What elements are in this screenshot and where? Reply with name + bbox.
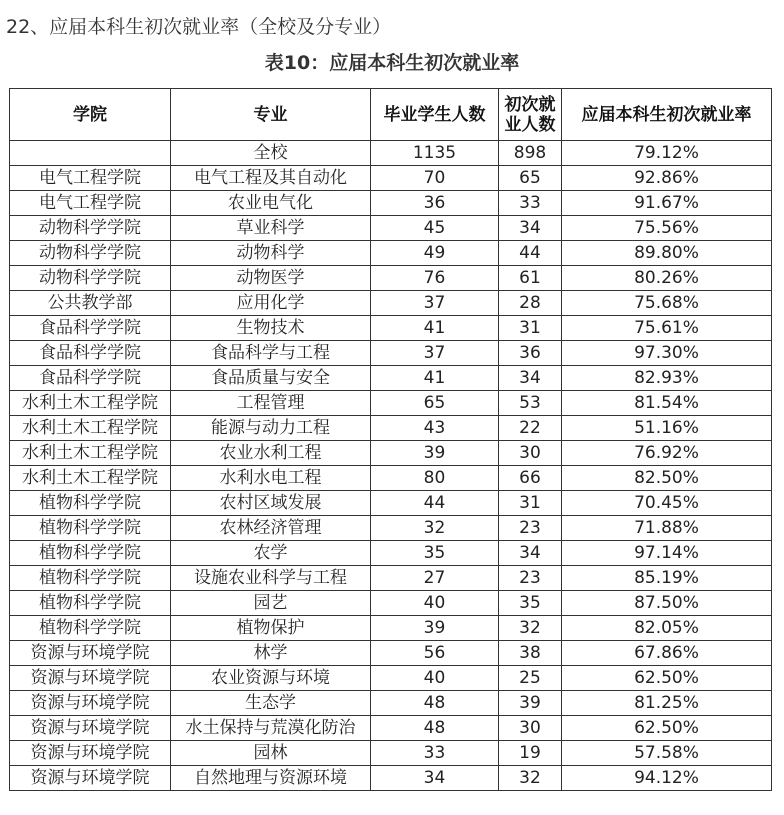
cell-employed: 22 (499, 416, 562, 441)
cell-major: 园林 (171, 741, 371, 766)
employment-rate-table (9, 88, 772, 791)
cell-college: 食品科学学院 (10, 316, 171, 341)
cell-rate: 97.30% (562, 341, 772, 366)
cell-major: 食品科学与工程 (171, 341, 371, 366)
cell-college: 动物科学学院 (10, 241, 171, 266)
cell-graduates: 45 (371, 216, 499, 241)
header-major: 专业 (171, 89, 371, 141)
cell-employed: 61 (499, 266, 562, 291)
cell-major: 草业科学 (171, 216, 371, 241)
cell-employed: 19 (499, 741, 562, 766)
cell-rate: 85.19% (562, 566, 772, 591)
cell-employed: 30 (499, 441, 562, 466)
header-graduates: 毕业学生人数 (371, 89, 499, 141)
table-row (10, 691, 772, 716)
table-row (10, 391, 772, 416)
table-row (10, 291, 772, 316)
cell-major: 水利水电工程 (171, 466, 371, 491)
cell-rate: 97.14% (562, 541, 772, 566)
cell-college: 食品科学学院 (10, 341, 171, 366)
table-row (10, 741, 772, 766)
cell-employed: 32 (499, 766, 562, 791)
cell-college: 水利土木工程学院 (10, 391, 171, 416)
cell-college: 动物科学学院 (10, 266, 171, 291)
cell-major: 全校 (171, 141, 371, 166)
cell-major: 农林经济管理 (171, 516, 371, 541)
cell-graduates: 40 (371, 666, 499, 691)
cell-major: 农学 (171, 541, 371, 566)
table-row (10, 716, 772, 741)
cell-college: 植物科学学院 (10, 566, 171, 591)
cell-employed: 23 (499, 516, 562, 541)
cell-employed: 898 (499, 141, 562, 166)
cell-employed: 53 (499, 391, 562, 416)
cell-rate: 57.58% (562, 741, 772, 766)
cell-graduates: 44 (371, 491, 499, 516)
cell-employed: 30 (499, 716, 562, 741)
cell-rate: 81.25% (562, 691, 772, 716)
cell-college: 水利土木工程学院 (10, 416, 171, 441)
cell-rate: 82.50% (562, 466, 772, 491)
cell-graduates: 36 (371, 191, 499, 216)
cell-college: 资源与环境学院 (10, 666, 171, 691)
header-rate: 应届本科生初次就业率 (562, 89, 772, 141)
cell-major: 农业电气化 (171, 191, 371, 216)
cell-graduates: 33 (371, 741, 499, 766)
table-row (10, 516, 772, 541)
cell-major: 能源与动力工程 (171, 416, 371, 441)
cell-major: 农业资源与环境 (171, 666, 371, 691)
cell-graduates: 41 (371, 316, 499, 341)
cell-major: 电气工程及其自动化 (171, 166, 371, 191)
cell-college: 电气工程学院 (10, 191, 171, 216)
cell-graduates: 27 (371, 566, 499, 591)
cell-graduates: 40 (371, 591, 499, 616)
cell-rate: 79.12% (562, 141, 772, 166)
cell-major: 林学 (171, 641, 371, 666)
cell-college: 电气工程学院 (10, 166, 171, 191)
table-row (10, 366, 772, 391)
cell-employed: 35 (499, 591, 562, 616)
cell-rate: 89.80% (562, 241, 772, 266)
cell-college: 植物科学学院 (10, 616, 171, 641)
cell-rate: 82.93% (562, 366, 772, 391)
cell-college: 植物科学学院 (10, 541, 171, 566)
table-row (10, 316, 772, 341)
table-row (10, 166, 772, 191)
cell-graduates: 41 (371, 366, 499, 391)
cell-college: 水利土木工程学院 (10, 441, 171, 466)
cell-college: 资源与环境学院 (10, 766, 171, 791)
cell-employed: 65 (499, 166, 562, 191)
cell-rate: 94.12% (562, 766, 772, 791)
table-row (10, 466, 772, 491)
cell-major: 水土保持与荒漠化防治 (171, 716, 371, 741)
cell-college: 水利土木工程学院 (10, 466, 171, 491)
cell-graduates: 34 (371, 766, 499, 791)
cell-major: 工程管理 (171, 391, 371, 416)
cell-major: 植物保护 (171, 616, 371, 641)
cell-major: 食品质量与安全 (171, 366, 371, 391)
table-row (10, 566, 772, 591)
cell-employed: 44 (499, 241, 562, 266)
table-row (10, 491, 772, 516)
cell-major: 农业水利工程 (171, 441, 371, 466)
table-row (10, 266, 772, 291)
cell-employed: 25 (499, 666, 562, 691)
cell-graduates: 48 (371, 716, 499, 741)
cell-rate: 75.68% (562, 291, 772, 316)
cell-major: 动物科学 (171, 241, 371, 266)
cell-major: 园艺 (171, 591, 371, 616)
header-employed (499, 89, 562, 141)
cell-graduates: 1135 (371, 141, 499, 166)
table-row (10, 191, 772, 216)
cell-college: 资源与环境学院 (10, 641, 171, 666)
cell-college: 动物科学学院 (10, 216, 171, 241)
cell-rate: 91.67% (562, 191, 772, 216)
table-row (10, 341, 772, 366)
cell-graduates: 35 (371, 541, 499, 566)
cell-rate: 80.26% (562, 266, 772, 291)
cell-graduates: 37 (371, 291, 499, 316)
cell-major: 设施农业科学与工程 (171, 566, 371, 591)
cell-employed: 36 (499, 341, 562, 366)
cell-rate: 70.45% (562, 491, 772, 516)
cell-college: 植物科学学院 (10, 591, 171, 616)
cell-major: 自然地理与资源环境 (171, 766, 371, 791)
cell-employed: 38 (499, 641, 562, 666)
cell-employed: 32 (499, 616, 562, 641)
cell-employed: 66 (499, 466, 562, 491)
cell-major: 生物技术 (171, 316, 371, 341)
cell-rate: 71.88% (562, 516, 772, 541)
cell-rate: 67.86% (562, 641, 772, 666)
cell-graduates: 49 (371, 241, 499, 266)
table-row (10, 441, 772, 466)
cell-major: 农村区域发展 (171, 491, 371, 516)
cell-major: 动物医学 (171, 266, 371, 291)
cell-college: 资源与环境学院 (10, 691, 171, 716)
cell-college: 植物科学学院 (10, 491, 171, 516)
cell-rate: 92.86% (562, 166, 772, 191)
table-body (10, 141, 772, 791)
cell-employed: 28 (499, 291, 562, 316)
table-caption: 表10：应届本科生初次就业率 (264, 52, 520, 74)
cell-graduates: 37 (371, 341, 499, 366)
cell-college: 公共教学部 (10, 291, 171, 316)
cell-graduates: 32 (371, 516, 499, 541)
cell-employed: 34 (499, 366, 562, 391)
cell-employed: 34 (499, 216, 562, 241)
table-row (10, 666, 772, 691)
table-row (10, 416, 772, 441)
cell-employed: 39 (499, 691, 562, 716)
cell-major: 应用化学 (171, 291, 371, 316)
cell-graduates: 80 (371, 466, 499, 491)
table-row (10, 766, 772, 791)
table-row (10, 241, 772, 266)
cell-graduates: 70 (371, 166, 499, 191)
cell-major: 生态学 (171, 691, 371, 716)
cell-graduates: 56 (371, 641, 499, 666)
cell-employed: 33 (499, 191, 562, 216)
cell-graduates: 65 (371, 391, 499, 416)
header-employed-line2: 业人数 (504, 114, 556, 135)
table-row (10, 591, 772, 616)
table-row (10, 541, 772, 566)
cell-graduates: 39 (371, 616, 499, 641)
cell-graduates: 48 (371, 691, 499, 716)
cell-employed: 31 (499, 491, 562, 516)
cell-graduates: 39 (371, 441, 499, 466)
table-row (10, 141, 772, 166)
cell-rate: 62.50% (562, 666, 772, 691)
cell-college: 资源与环境学院 (10, 716, 171, 741)
cell-rate: 75.56% (562, 216, 772, 241)
cell-rate: 75.61% (562, 316, 772, 341)
table-row (10, 641, 772, 666)
cell-college: 食品科学学院 (10, 366, 171, 391)
cell-employed: 31 (499, 316, 562, 341)
table-row (10, 616, 772, 641)
cell-rate: 76.92% (562, 441, 772, 466)
table-row (10, 216, 772, 241)
cell-college: 植物科学学院 (10, 516, 171, 541)
cell-graduates: 43 (371, 416, 499, 441)
cell-rate: 51.16% (562, 416, 772, 441)
cell-employed: 34 (499, 541, 562, 566)
cell-college: 资源与环境学院 (10, 741, 171, 766)
header-college: 学院 (10, 89, 171, 141)
header-employed-line1: 初次就 (504, 94, 556, 115)
cell-college (10, 141, 171, 166)
cell-rate: 82.05% (562, 616, 772, 641)
cell-graduates: 76 (371, 266, 499, 291)
section-heading: 22、应届本科生初次就业率（全校及分专业） (6, 16, 392, 38)
cell-employed: 23 (499, 566, 562, 591)
cell-rate: 81.54% (562, 391, 772, 416)
cell-rate: 62.50% (562, 716, 772, 741)
cell-rate: 87.50% (562, 591, 772, 616)
table-header-row (10, 89, 772, 141)
